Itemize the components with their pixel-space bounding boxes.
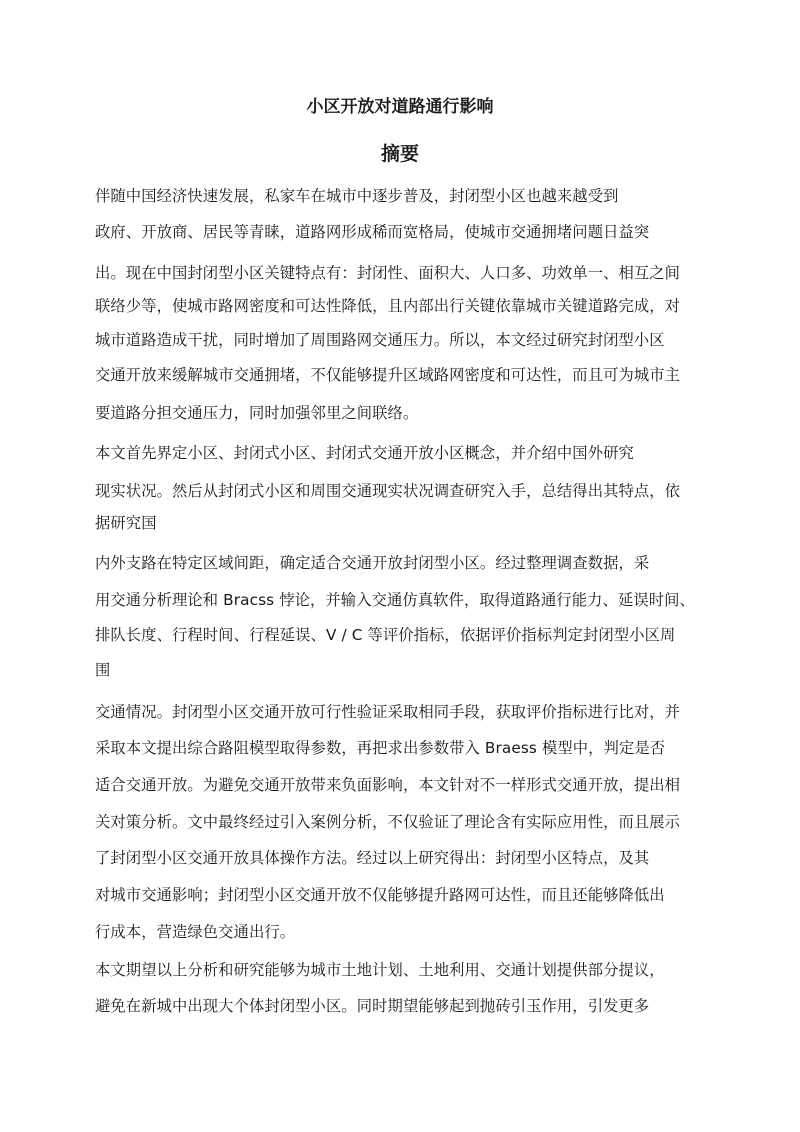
text-line: 行成本，营造绿色交通出行。 [95,923,296,941]
text-line: 采取本文提出综合路阻模型取得参数，再把求出参数带入 Braess 模型中，判定是否 [95,739,666,757]
text-line: 适合交通开放。为避免交通开放带来负面影响，本文针对不一样形式交通开放，提出相 [95,776,681,794]
text-line: 本文首先界定小区、封闭式小区、封闭式交通开放小区概念，并介绍中国外研究 [95,444,634,462]
text-line: 围 [95,661,111,679]
text-line: 本文期望以上分析和研究能够为城市土地计划、土地利用、交通计划提供部分提议， [95,961,665,979]
text-line: 内外支路在特定区域间距，确定适合交通开放封闭型小区。经过整理调查数据，采 [95,554,650,572]
document-title: 小区开放对道路通行影响 [306,97,494,117]
text-line: 据研究国 [95,514,157,532]
text-line: 关对策分析。文中最终经过引入案例分析，不仅验证了理论含有实际应用性，而且展示 [95,813,681,831]
text-line: 出。现在中国封闭型小区关键特点有：封闭性、面积大、人口多、功效单一、相互之间 [95,264,681,282]
text-line: 排队长度、行程时间、行程延误、V / C 等评价指标，依据评价指标判定封闭型小区周 [95,626,676,644]
text-line: 要道路分担交通压力，同时加强邻里之间联络。 [95,404,419,422]
text-line: 联络少等，使城市路网密度和可达性降低，且内部出行关键依靠城市关键道路完成，对 [95,297,681,315]
text-line: 伴随中国经济快速发展，私家车在城市中逐步普及，封闭型小区也越来越受到 [95,187,619,205]
text-line: 避免在新城中出现大个体封闭型小区。同时期望能够起到抛砖引玉作用，引发更多 [95,997,650,1015]
text-line: 城市道路造成干扰，同时增加了周围路网交通压力。所以，本文经过研究封闭型小区 [95,331,665,349]
text-line: 对城市交通影响；封闭型小区交通开放不仅能够提升路网可达性，而且还能够降低出 [95,886,665,904]
text-line: 用交通分析理论和 Bracss 悖论，并输入交通仿真软件，取得道路通行能力、延误时间、 [95,591,695,609]
abstract-heading: 摘要 [380,143,419,165]
text-line: 政府、开放商、居民等青睐，道路网形成稀而宽格局，使城市交通拥堵问题日益突 [95,223,650,241]
text-line: 了封闭型小区交通开放具体操作方法。经过以上研究得出：封闭型小区特点，及其 [95,849,650,867]
text-line: 交通开放来缓解城市交通拥堵，不仅能够提升区域路网密度和可达性，而且可为城市主 [95,366,681,384]
text-line: 交通情况。封闭型小区交通开放可行性验证采取相同手段，获取评价指标进行比对，并 [95,703,681,721]
text-line: 现实状况。然后从封闭式小区和周围交通现实状况调查研究入手，总结得出其特点，依 [95,482,681,500]
